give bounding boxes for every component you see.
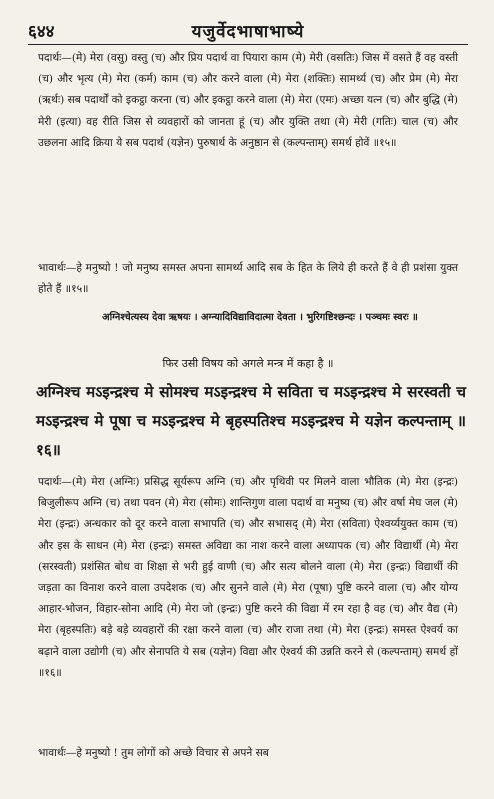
bhavartha-paragraph-16: भावार्थः—हे मनुष्यो ! तुम लोगों को अच्छे विचार से अपने सब	[38, 747, 269, 759]
padartha-paragraph-15: पदार्थः—(मे) मेरा (वसु) वस्तु (च) और प्रिय पदार्थ वा पियारा काम (मे) मेरी (वसतिः) जिस में वसते हैं वह वस्ती (च) और भृत्य (मे) मेरा (कर्म) काम (च) और करने वाला (मे) मेरा (शक्तिः) सामर्थ्य (च) और प्रेम (मे) मेरा (ऋर्थः) सब पदार्थों को इकट्ठा करना (च) और इकट्ठा करने वाला (मे) मेरा (एमः) अच्छा यत्न (च) और बुद्धि (मे) मेरी (इत्या) वह रीति जिस से व्यवहारों को जानता हूं (च) और युक्ति तथा (मे) मेरी (गतिः) चाल (च) और उछलना आदि क्रिया ये सब पदार्थ (यज्ञेन) पुरुषार्थ के अनुष्ठान से (कल्पन्ताम्) समर्थ होवें ॥१५॥	[38, 52, 458, 149]
mantra-metadata: अग्निश्चेत्यस्य देवा ऋषयः । अग्न्यादिविद्याविदात्मा देवता । भुरिगष्टिश्छन्दः । पञ्चमः स्वरः ॥	[102, 312, 418, 323]
bhavartha-paragraph-15: भावार्थः—हे मनुष्यो ! जो मनुष्य समस्त अपना सामर्थ्य आदि सब के हित के लिये ही करते हैं वे ही प्रशंसा युक्त होते हैं ॥१५॥	[38, 262, 458, 296]
mantra-intro: फिर उसी विषय को अगले मन्त्र में कहा है ॥	[162, 357, 334, 370]
page-number: ६४४	[28, 22, 55, 42]
padartha-paragraph-16: पदार्थः—(मे) मेरा (अग्निः) प्रसिद्ध सूर्यरूप अग्नि (च) और पृथिवी पर मिलने वाला भौतिक (मे) मेरा (इन्द्रः) बिजुलीरूप अग्नि (च) तथा पवन (मे) मेरा (सोमः) शान्तिगुण वाला पदार्थ वा मनुष्य (च) और वर्षा मेघ जल (मे) मेरा (इन्द्रः) अन्धकार को दूर करने वाला सभापति (च) और सभासद् (मे) मेरा (सविता) ऐश्वर्य्ययुक्त काम (च) और इस के साधन (मे) मेरा (इन्द्रः) समस्त अविद्या का नाश करने वाला अध्यापक (च) और विद्यार्थी (मे) मेरा (सरस्वती) प्रशंसित बोध वा शिक्षा से भरी हुई वाणी (च) और सत्य बोलने वाला (मे) मेरा (इन्द्रः) विद्यार्थी की जड़ता का विनाश करने वाला उपदेशक (च) और सुनने वाले (मे) मेरा (पूषा) पुष्टि करने वाला (च) और योग्य आहार-भोजन, विहार-सोना आदि (मे) मेरा जो (इन्द्रः) पुष्टि करने की विद्या में रम रहा है वह (च) और वैद्य (मे) मेरा (बृहस्पतिः) बड़े बड़े व्यवहारों की रक्षा करने वाला (च) और राजा तथा (मे) मेरा (इन्द्रः) समस्त ऐश्वर्य का बढ़ाने वाला उद्योगी (च) और सेनापति ये सब (यज्ञेन) विद्या और ऐश्वर्य की उन्नति करने से (कल्पन्ताम्) समर्थ हों ॥१६॥	[38, 476, 458, 679]
header-rule	[28, 44, 468, 45]
mantra-16: अग्निश्च मऽइन्द्रश्च मे सोमश्च मऽइन्द्रश्च मे सविता च मऽइन्द्रश्च मे सरस्वती च मऽइन्द्रश्च मे पूषा च मऽइन्द्रश्च मे बृहस्पतिश्च मऽइन्द्रश्च मे यज्ञेन कल्पन्ताम् ॥१६॥	[36, 383, 466, 459]
running-title: यजुर्वेदभाषाभाष्ये	[191, 22, 305, 42]
page-header	[28, 12, 468, 42]
